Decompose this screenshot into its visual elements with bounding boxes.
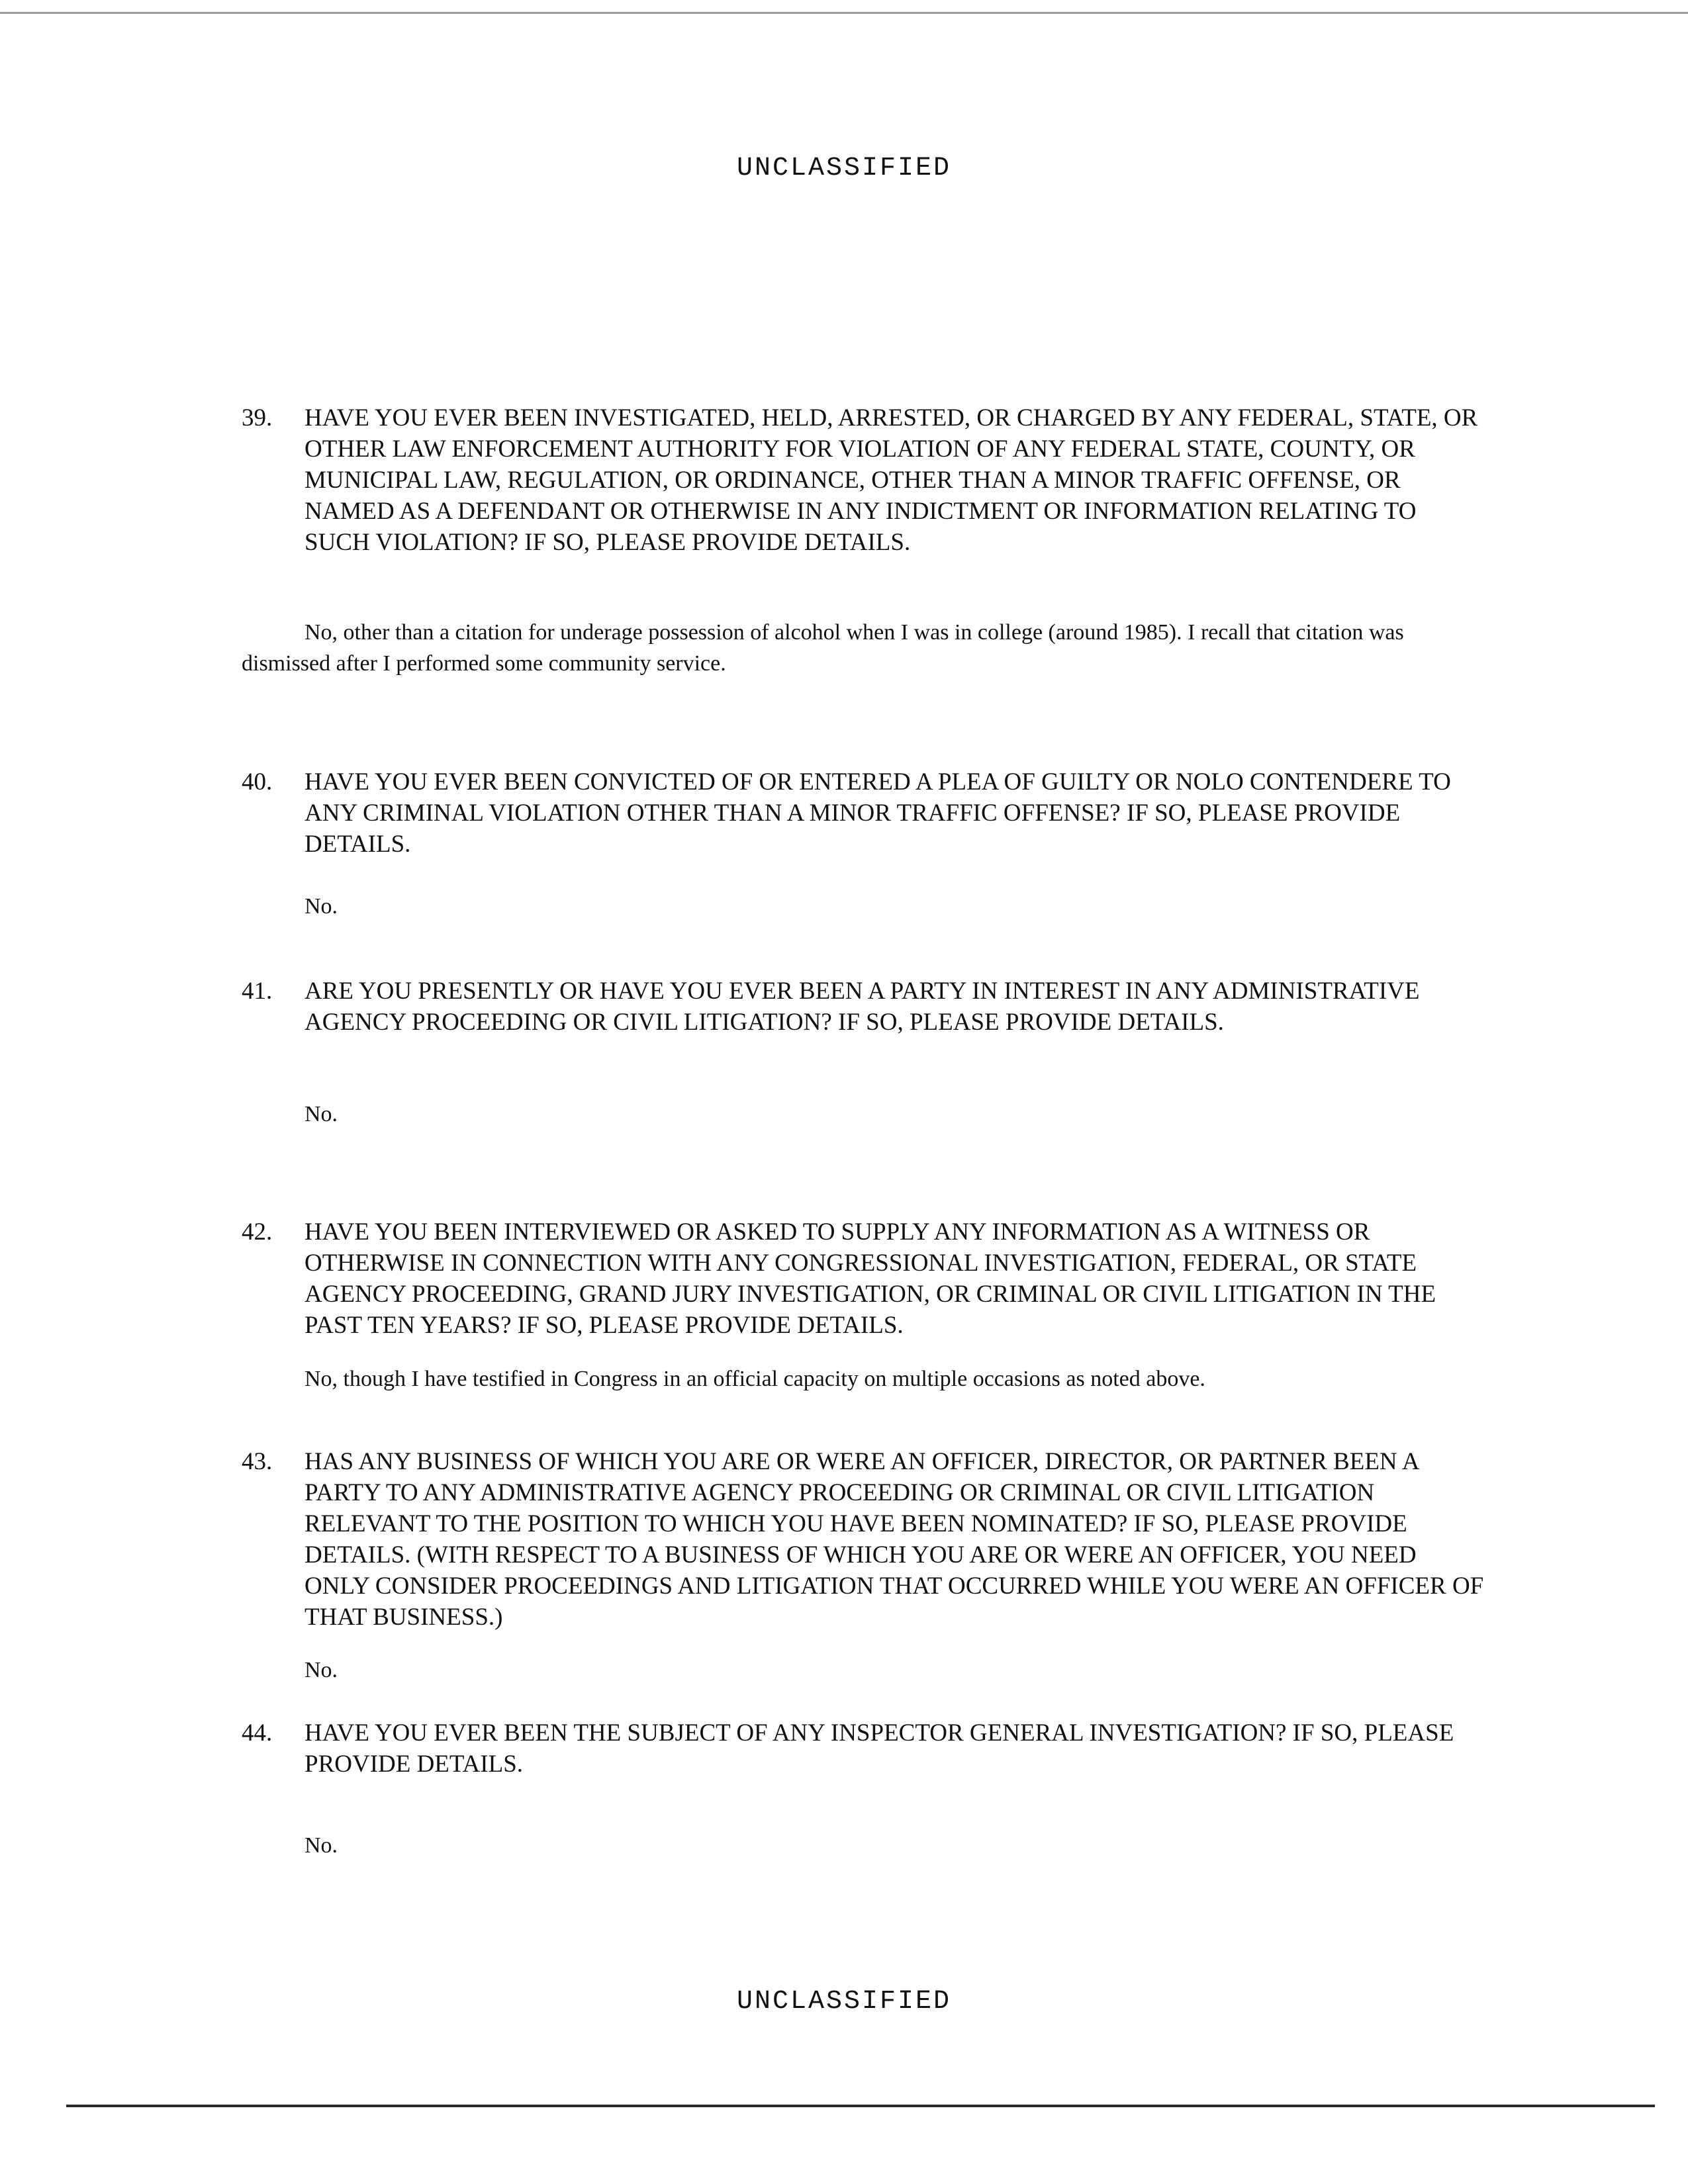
question-text: HAVE YOU BEEN INTERVIEWED OR ASKED TO SUPPLY ANY INFORMATION AS A WITNESS OR OTHERWISE IN CONNECTION WITH ANY CONGRESSIONAL INVESTIGATION, FEDERAL, OR STATE AGENCY PROCEEDING, GRAND JURY INVESTIGATION, OR CRIMINAL OR CIVIL LITIGATION IN THE PAST TEN YEARS? IF SO, PLEASE PROVIDE DETAILS. (305, 1218, 1436, 1339)
question-number: 44. (242, 1719, 273, 1747)
question-number: 39. (242, 404, 273, 432)
answer-39: No, other than a citation for underage possession of alcohol when I was in college (around 1985). I recall that citation was dismissed after I performed some community service. (242, 620, 1404, 676)
question-44 (242, 1717, 1486, 1780)
question-40 (242, 766, 1486, 860)
footer-classification: UNCLASSIFIED (736, 1987, 952, 2017)
question-41 (242, 976, 1486, 1038)
answer-40: No. (305, 894, 338, 919)
question-text: HAVE YOU EVER BEEN CONVICTED OF OR ENTERED A PLEA OF GUILTY OR NOLO CONTENDERE TO ANY CRIMINAL VIOLATION OTHER THAN A MINOR TRAFFIC OFFENSE? IF SO, PLEASE PROVIDE DETAILS. (305, 768, 1451, 858)
question-43 (242, 1446, 1486, 1633)
question-number: 41. (242, 978, 273, 1005)
question-42 (242, 1216, 1486, 1341)
answer-44: No. (305, 1833, 338, 1858)
question-text: HAS ANY BUSINESS OF WHICH YOU ARE OR WERE AN OFFICER, DIRECTOR, OR PARTNER BEEN A PARTY TO ANY ADMINISTRATIVE AGENCY PROCEEDING OR CRIMINAL OR CIVIL LITIGATION RELEVANT TO THE POSITION TO WHICH YOU HAVE BEEN NOMINATED? IF SO, PLEASE PROVIDE DETAILS. (WITH RESPECT TO A BUSINESS OF WHICH YOU ARE OR WERE AN OFFICER, YOU NEED ONLY CONSIDER PROCEEDINGS AND LITIGATION THAT OCCURRED WHILE YOU WERE AN OFFICER OF THAT BUSINESS.) (305, 1448, 1484, 1631)
question-number: 42. (242, 1218, 273, 1246)
header-classification: UNCLASSIFIED (736, 154, 952, 183)
question-text: HAVE YOU EVER BEEN THE SUBJECT OF ANY INSPECTOR GENERAL INVESTIGATION? IF SO, PLEASE PROVIDE DETAILS. (305, 1719, 1454, 1778)
question-39 (242, 402, 1486, 558)
question-text: HAVE YOU EVER BEEN INVESTIGATED, HELD, ARRESTED, OR CHARGED BY ANY FEDERAL, STATE, OR OTHER LAW ENFORCEMENT AUTHORITY FOR VIOLATION OF ANY FEDERAL STATE, COUNTY, OR MUNICIPAL LAW, REGULATION, OR ORDINANCE, OTHER THAN A MINOR TRAFFIC OFFENSE, OR NAMED AS A DEFENDANT OR OTHERWISE IN ANY INDICTMENT OR INFORMATION RELATING TO SUCH VIOLATION? IF SO, PLEASE PROVIDE DETAILS. (305, 404, 1478, 556)
question-text: ARE YOU PRESENTLY OR HAVE YOU EVER BEEN A PARTY IN INTEREST IN ANY ADMINISTRATIVE AGENCY PROCEEDING OR CIVIL LITIGATION? IF SO, PLEASE PROVIDE DETAILS. (305, 978, 1420, 1036)
question-number: 40. (242, 768, 273, 796)
top-rule (0, 12, 1688, 14)
answer-43: No. (305, 1658, 338, 1682)
answer-41: No. (305, 1102, 338, 1126)
answer-42: No, though I have testified in Congress in an official capacity on multiple occasions as noted above. (305, 1367, 1205, 1391)
bottom-rule (66, 2105, 1655, 2107)
question-number: 43. (242, 1448, 273, 1475)
